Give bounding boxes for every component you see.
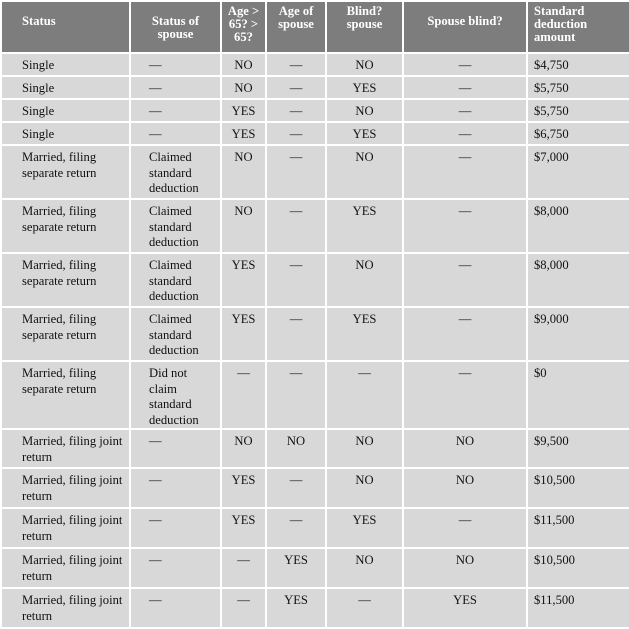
cell-spouse-blind: NO <box>403 548 527 588</box>
cell-deduction-amount: $5,750 <box>527 99 629 122</box>
cell-age-of-spouse: — <box>266 508 326 548</box>
cell-age-over-65: YES <box>221 99 266 122</box>
cell-age-of-spouse: — <box>266 99 326 122</box>
header-blind: Blind? spouse <box>326 1 403 53</box>
cell-blind: — <box>326 588 403 628</box>
table-header-row <box>1 1 629 53</box>
table-row <box>1 122 629 145</box>
cell-age-of-spouse: — <box>266 122 326 145</box>
cell-age-over-65: — <box>221 361 266 429</box>
cell-deduction-amount: $10,500 <box>527 468 629 508</box>
cell-blind: NO <box>326 99 403 122</box>
cell-spouse-blind: — <box>403 508 527 548</box>
cell-status: Married, filing separate return <box>1 199 130 253</box>
cell-spouse-blind: — <box>403 99 527 122</box>
header-status-of-spouse: Status of spouse <box>130 1 221 53</box>
cell-status: Married, filing joint return <box>1 429 130 468</box>
cell-age-over-65: NO <box>221 199 266 253</box>
cell-status: Single <box>1 122 130 145</box>
cell-status-of-spouse: — <box>130 122 221 145</box>
cell-status-of-spouse: — <box>130 76 221 99</box>
cell-age-of-spouse: — <box>266 76 326 99</box>
cell-deduction-amount: $9,000 <box>527 307 629 361</box>
cell-blind: — <box>326 361 403 429</box>
cell-blind: YES <box>326 307 403 361</box>
cell-status: Married, filing separate return <box>1 253 130 307</box>
cell-age-of-spouse: — <box>266 468 326 508</box>
cell-age-over-65: NO <box>221 145 266 199</box>
cell-blind: NO <box>326 145 403 199</box>
cell-spouse-blind: — <box>403 307 527 361</box>
cell-status: Married, filing separate return <box>1 145 130 199</box>
header-spouse-blind: Spouse blind? <box>403 1 527 53</box>
cell-deduction-amount: $5,750 <box>527 76 629 99</box>
cell-spouse-blind: — <box>403 145 527 199</box>
cell-age-of-spouse: — <box>266 199 326 253</box>
cell-spouse-blind: — <box>403 253 527 307</box>
cell-age-over-65: NO <box>221 76 266 99</box>
cell-status: Married, filing separate return <box>1 361 130 429</box>
cell-deduction-amount: $8,000 <box>527 199 629 253</box>
cell-status-of-spouse: Claimed standard deduction <box>130 145 221 199</box>
cell-status-of-spouse: — <box>130 588 221 628</box>
cell-age-of-spouse: YES <box>266 548 326 588</box>
cell-age-of-spouse: — <box>266 145 326 199</box>
table-row <box>1 199 629 253</box>
cell-spouse-blind: — <box>403 76 527 99</box>
cell-blind: NO <box>326 468 403 508</box>
cell-spouse-blind: YES <box>403 588 527 628</box>
table-body <box>1 53 629 628</box>
cell-status-of-spouse: — <box>130 468 221 508</box>
cell-deduction-amount: $7,000 <box>527 145 629 199</box>
table-row <box>1 468 629 508</box>
cell-age-of-spouse: — <box>266 307 326 361</box>
cell-age-over-65: — <box>221 548 266 588</box>
cell-status: Single <box>1 53 130 76</box>
cell-deduction-amount: $8,000 <box>527 253 629 307</box>
cell-age-over-65: YES <box>221 468 266 508</box>
cell-status-of-spouse: — <box>130 508 221 548</box>
table-row <box>1 307 629 361</box>
table-row <box>1 76 629 99</box>
cell-blind: YES <box>326 199 403 253</box>
cell-status: Married, filing joint return <box>1 468 130 508</box>
cell-status-of-spouse: — <box>130 99 221 122</box>
cell-age-over-65: NO <box>221 53 266 76</box>
cell-age-of-spouse: YES <box>266 588 326 628</box>
cell-age-over-65: YES <box>221 508 266 548</box>
cell-status-of-spouse: — <box>130 53 221 76</box>
cell-status-of-spouse: Claimed standard deduction <box>130 253 221 307</box>
cell-age-over-65: NO <box>221 429 266 468</box>
cell-status: Married, filing joint return <box>1 508 130 548</box>
cell-blind: YES <box>326 76 403 99</box>
header-standard-deduction-amount: Standard deduction amount <box>527 1 629 53</box>
table-row <box>1 145 629 199</box>
table-row <box>1 53 629 76</box>
table-row <box>1 99 629 122</box>
cell-blind: YES <box>326 508 403 548</box>
cell-blind: NO <box>326 53 403 76</box>
cell-age-of-spouse: — <box>266 253 326 307</box>
cell-status-of-spouse: — <box>130 429 221 468</box>
cell-spouse-blind: — <box>403 361 527 429</box>
table-row <box>1 588 629 628</box>
cell-deduction-amount: $10,500 <box>527 548 629 588</box>
cell-deduction-amount: $4,750 <box>527 53 629 76</box>
cell-age-over-65: YES <box>221 253 266 307</box>
cell-spouse-blind: NO <box>403 429 527 468</box>
table-row <box>1 548 629 588</box>
cell-deduction-amount: $11,500 <box>527 588 629 628</box>
cell-spouse-blind: — <box>403 53 527 76</box>
cell-status-of-spouse: Did not claim standard deduction <box>130 361 221 429</box>
cell-blind: YES <box>326 122 403 145</box>
cell-spouse-blind: — <box>403 122 527 145</box>
cell-blind: NO <box>326 253 403 307</box>
cell-spouse-blind: — <box>403 199 527 253</box>
cell-status: Married, filing joint return <box>1 548 130 588</box>
cell-status-of-spouse: — <box>130 548 221 588</box>
table-row <box>1 429 629 468</box>
cell-status: Single <box>1 99 130 122</box>
cell-status-of-spouse: Claimed standard deduction <box>130 307 221 361</box>
table-row <box>1 253 629 307</box>
cell-status: Married, filing separate return <box>1 307 130 361</box>
cell-age-over-65: YES <box>221 122 266 145</box>
cell-status-of-spouse: Claimed standard deduction <box>130 199 221 253</box>
cell-age-of-spouse: NO <box>266 429 326 468</box>
cell-spouse-blind: NO <box>403 468 527 508</box>
header-age-over-65: Age > 65? > 65? <box>221 1 266 53</box>
header-age-of-spouse: Age of spouse <box>266 1 326 53</box>
header-status: Status <box>1 1 130 53</box>
table-row <box>1 361 629 429</box>
cell-age-over-65: YES <box>221 307 266 361</box>
cell-status: Married, filing joint return <box>1 588 130 628</box>
cell-deduction-amount: $9,500 <box>527 429 629 468</box>
cell-age-over-65: — <box>221 588 266 628</box>
cell-deduction-amount: $6,750 <box>527 122 629 145</box>
cell-blind: NO <box>326 548 403 588</box>
cell-deduction-amount: $0 <box>527 361 629 429</box>
cell-blind: NO <box>326 429 403 468</box>
cell-age-of-spouse: — <box>266 53 326 76</box>
cell-age-of-spouse: — <box>266 361 326 429</box>
cell-status: Single <box>1 76 130 99</box>
cell-deduction-amount: $11,500 <box>527 508 629 548</box>
table-row <box>1 508 629 548</box>
